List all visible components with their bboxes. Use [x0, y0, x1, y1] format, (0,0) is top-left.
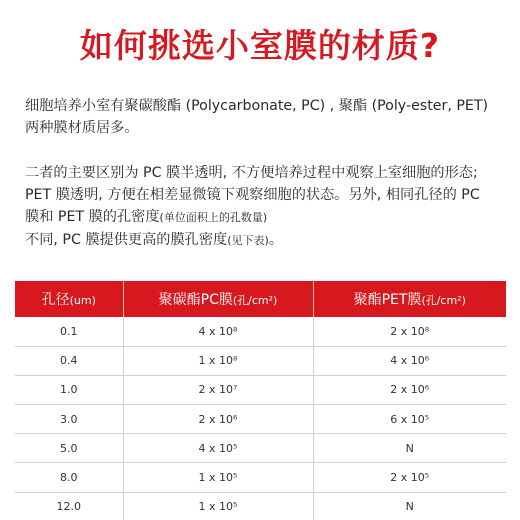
- pc-density-cell: 4 x 10⁵: [123, 434, 313, 463]
- see-table-note: (见下表): [227, 234, 269, 247]
- table-header-row: [15, 281, 506, 317]
- pet-density-cell: 6 x 10⁵: [313, 405, 506, 434]
- pore-size-cell: 12.0: [15, 492, 123, 520]
- pore-density-table: [15, 281, 506, 520]
- comparison-text: 二者的主要区别为 PC 膜半透明, 不方便培养过程中观察上室细胞的形态; PET 膜透明, 方便在相差显微镜下观察细胞的状态。另外, 相同孔径的 PC 膜和 PET 膜的孔密度: [25, 165, 480, 225]
- pc-density-cell: 1 x 10⁸: [123, 346, 313, 375]
- pc-density-cell: 1 x 10⁵: [123, 492, 313, 520]
- pet-density-cell: 2 x 10⁸: [313, 317, 506, 346]
- header-pc-membrane: 聚碳酯PC膜(孔/cm²): [123, 281, 313, 317]
- pore-density-note: (单位面积上的孔数量): [159, 211, 268, 224]
- pet-density-cell: N: [405, 500, 414, 514]
- table-row: [15, 375, 506, 404]
- header-pore-size: 孔径(um): [15, 281, 123, 317]
- pore-size-cell: 5.0: [15, 434, 123, 463]
- table-row: [15, 317, 506, 346]
- pc-density-cell: 4 x 10⁸: [123, 317, 313, 346]
- comparison-end: 。: [268, 232, 284, 248]
- table-row: [15, 463, 506, 492]
- pc-density-cell: 2 x 10⁶: [123, 405, 313, 434]
- table-row: [15, 492, 506, 520]
- pc-density-cell: 2 x 10⁷: [123, 375, 313, 404]
- page-title: 如何挑选小室膜的材质?: [79, 26, 441, 65]
- pore-size-cell: 8.0: [15, 463, 123, 492]
- pore-size-cell: 0.4: [15, 346, 123, 375]
- pet-density-cell: 2 x 10⁵: [313, 463, 506, 492]
- table-row: [15, 434, 506, 463]
- pc-density-cell: 1 x 10⁵: [123, 463, 313, 492]
- table-row: [15, 405, 506, 434]
- pore-size-cell: 0.1: [15, 317, 123, 346]
- comparison-paragraph: [25, 162, 497, 252]
- header-pet-membrane: 聚酯PET膜(孔/cm²): [313, 281, 506, 317]
- comparison-text-2: 不同, PC 膜提供更高的膜孔密度: [25, 232, 228, 248]
- intro-paragraph: 细胞培养小室有聚碳酸酯 (Polycarbonate, PC) , 聚酯 (Poly-ester, PET) 两种膜材质居多。: [25, 98, 489, 136]
- table-row: [15, 346, 506, 375]
- pet-density-cell: 4 x 10⁶: [313, 346, 506, 375]
- pet-density-cell: 2 x 10⁶: [313, 375, 506, 404]
- pet-density-cell: N: [313, 434, 506, 463]
- pore-size-cell: 3.0: [15, 405, 123, 434]
- pore-size-cell: 1.0: [15, 375, 123, 404]
